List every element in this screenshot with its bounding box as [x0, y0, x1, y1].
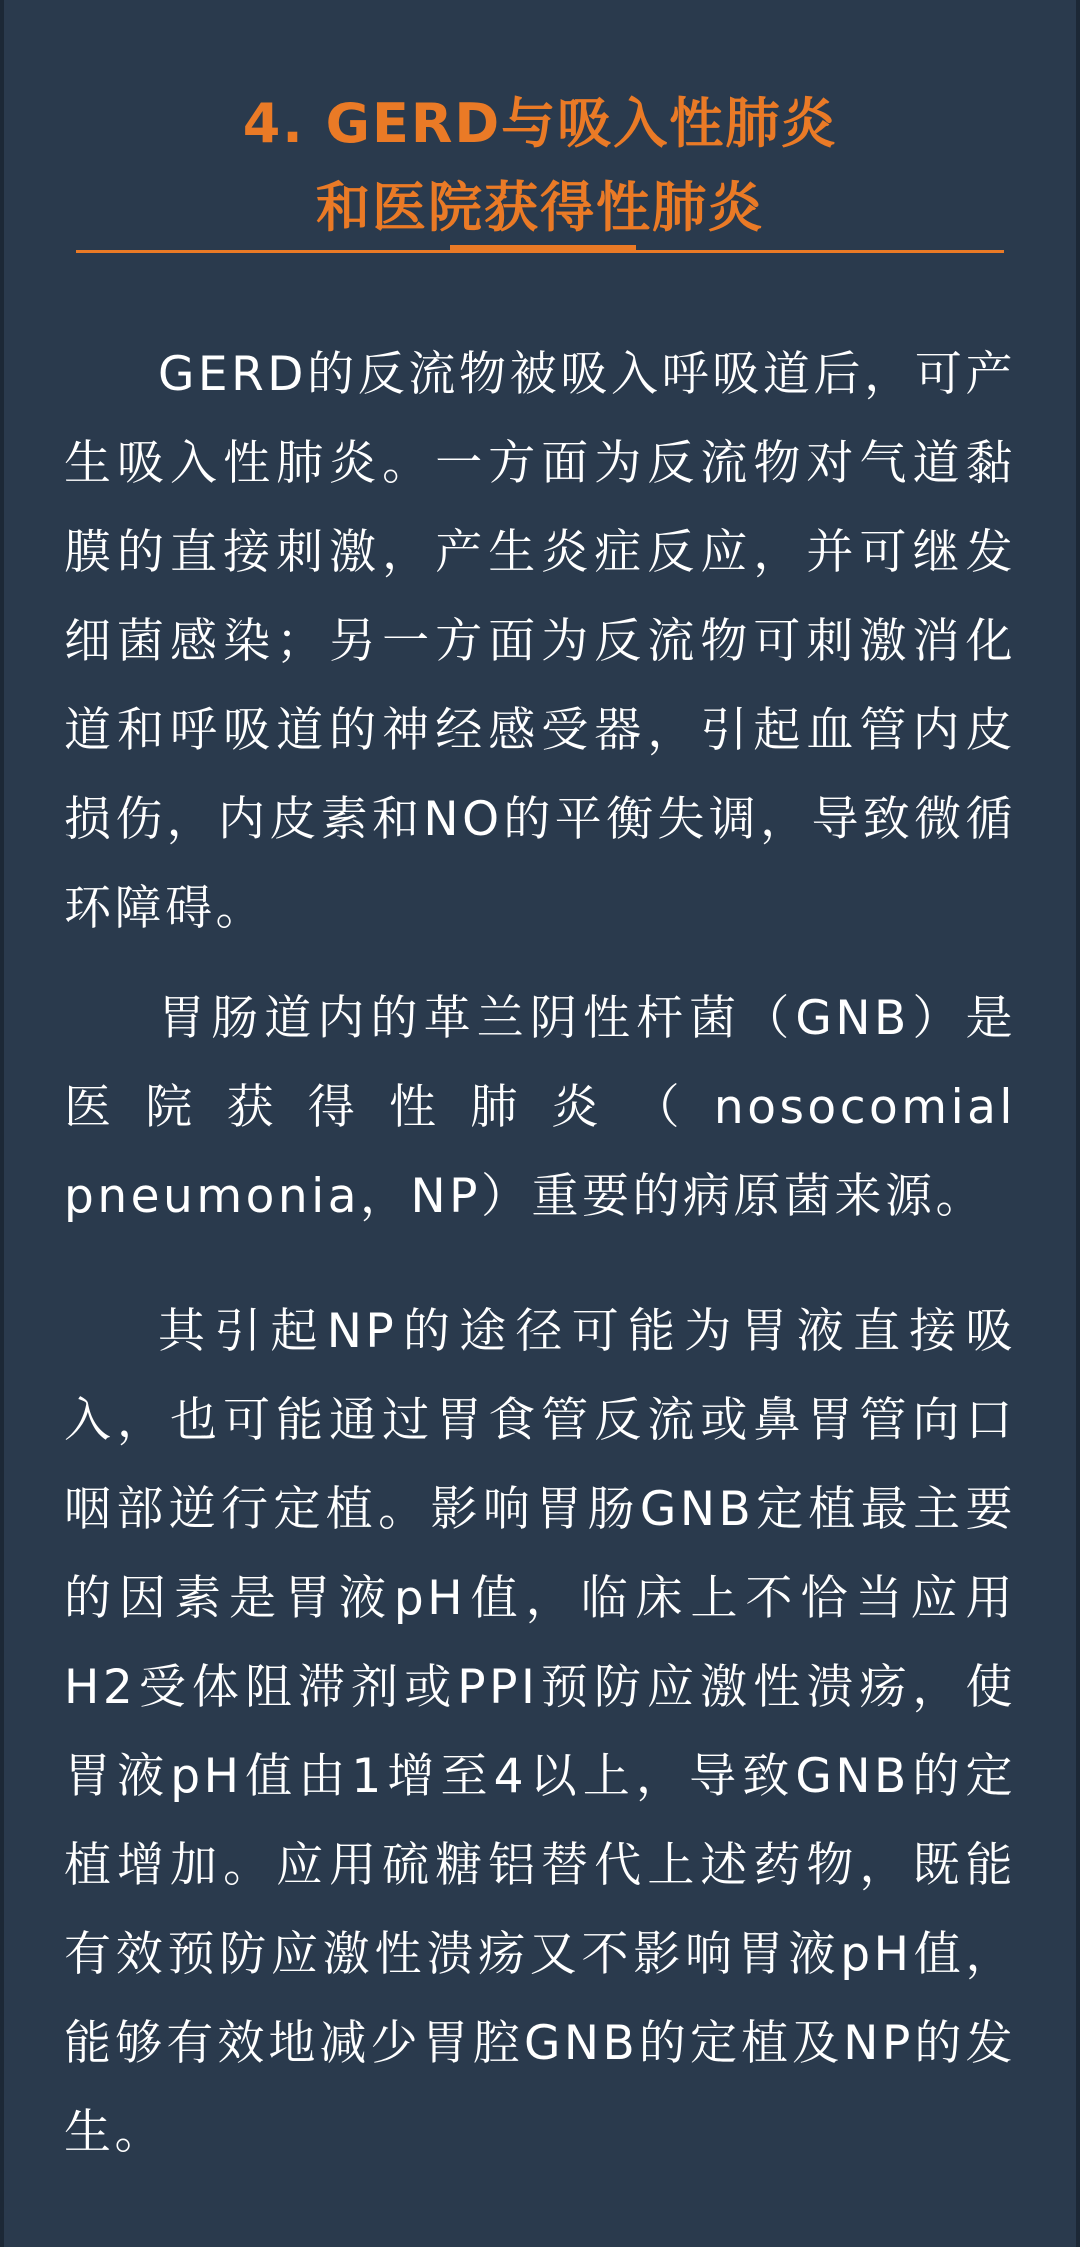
paragraph-np-pathway: 其引起NP的途径可能为胃液直接吸入，也可能通过胃食管反流或鼻胃管向口咽部逆行定植。影响胃肠GNB定植最主要的因素是胃液pH值，临床上不恰当应用H2受体阻滞剂或PPI预防应激性溃疡，使胃液pH值由1增至4以上，导致GNB的定植增加。应用硫糖铝替代上述药物，既能有效预防应激性溃疡又不影响胃液pH值，能够有效地减少胃腔GNB的定植及NP的发生。 [64, 1304, 1016, 2160]
right-frame-border [1076, 0, 1080, 2247]
title-underline-accent [450, 245, 636, 253]
paragraph-gnb-source: 胃肠道内的革兰阴性杆菌（GNB）是医院获得性肺炎（nosocomial pneumonia，NP）重要的病原菌来源。 [64, 991, 1016, 1224]
section-title-line-1: 4. GERD与吸入性肺炎 [242, 92, 838, 155]
left-frame-border [0, 0, 4, 2247]
section-title-line-2: 和医院获得性肺炎 [316, 176, 764, 239]
paragraph-aspiration-pneumonia: GERD的反流物被吸入呼吸道后，可产生吸入性肺炎。一方面为反流物对气道黏膜的直接刺激，产生炎症反应，并可继发细菌感染；另一方面为反流物可刺激消化道和呼吸道的神经感受器，引起血管内皮损伤，内皮素和NO的平衡失调，导致微循环障碍。 [64, 347, 1016, 936]
